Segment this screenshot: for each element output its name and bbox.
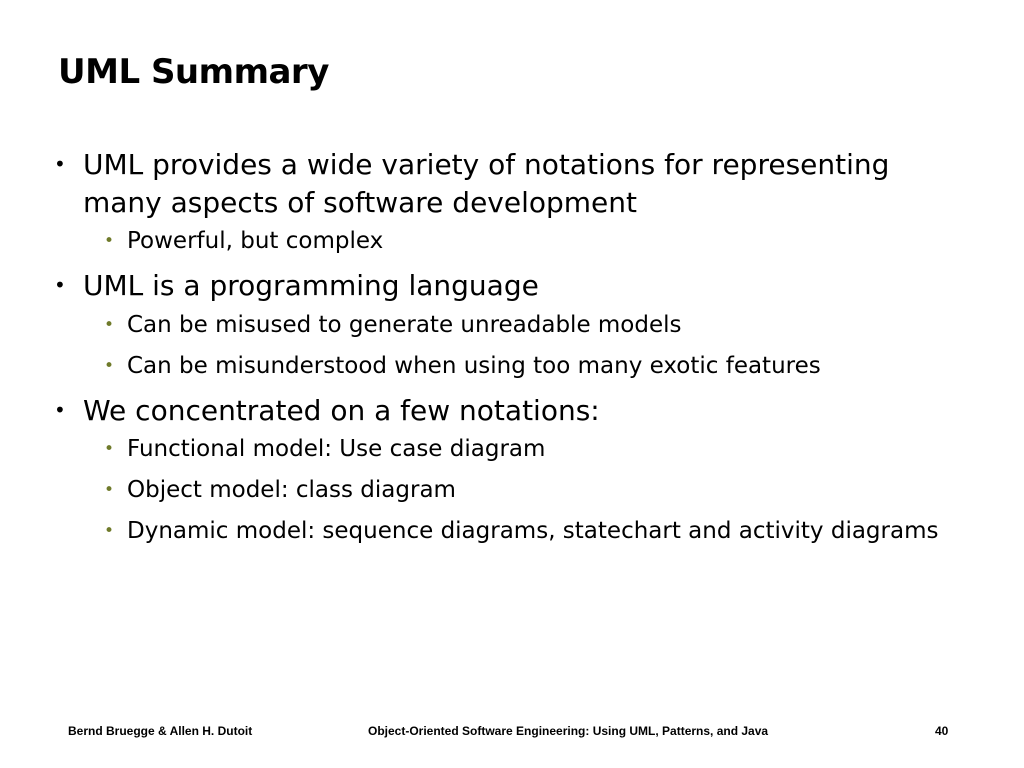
sub-bullet-dot-icon: • <box>104 314 115 335</box>
bullet-item <box>52 267 952 305</box>
sub-bullet-item <box>52 226 952 257</box>
sub-bullet-item <box>52 351 952 382</box>
sub-bullet-item <box>52 475 952 506</box>
bullet-dot-icon: • <box>54 273 66 297</box>
bullet-item <box>52 392 952 430</box>
sub-bullet-dot-icon: • <box>104 231 115 251</box>
slide-content <box>52 146 952 557</box>
footer-page-number: 40 <box>935 724 949 738</box>
sub-bullet-dot-icon: • <box>104 521 115 541</box>
bullet-text: UML provides a wide variety of notations for representing many aspects of software development <box>83 148 890 219</box>
sub-bullet-item <box>52 310 952 341</box>
sub-bullet-dot-icon: • <box>104 480 115 500</box>
sub-bullet-dot-icon: • <box>104 439 115 459</box>
bullet-text: UML is a programming language <box>83 269 539 302</box>
sub-bullet-text: Functional model: Use case diagram <box>127 436 546 462</box>
sub-bullet-text: Dynamic model: sequence diagrams, statechart and activity diagrams <box>127 518 939 544</box>
bullet-text: We concentrated on a few notations: <box>83 393 600 427</box>
sub-bullet-item <box>52 434 952 465</box>
sub-bullet-text: Powerful, but complex <box>127 228 384 254</box>
sub-bullet-text: Can be misunderstood when using too many exotic features <box>127 352 821 379</box>
sub-bullet-text: Object model: class diagram <box>127 477 456 503</box>
bullet-item <box>52 146 952 221</box>
sub-bullet-dot-icon: • <box>104 355 115 376</box>
footer-authors: Bernd Bruegge & Allen H. Dutoit <box>68 724 253 738</box>
slide-title: UML Summary <box>58 52 329 92</box>
sub-bullet-item <box>52 516 952 547</box>
footer-book-title: Object-Oriented Software Engineering: Using UML, Patterns, and Java <box>368 724 769 738</box>
sub-bullet-text: Can be misused to generate unreadable models <box>127 311 682 338</box>
bullet-dot-icon: • <box>54 152 66 176</box>
bullet-dot-icon: • <box>54 397 66 422</box>
